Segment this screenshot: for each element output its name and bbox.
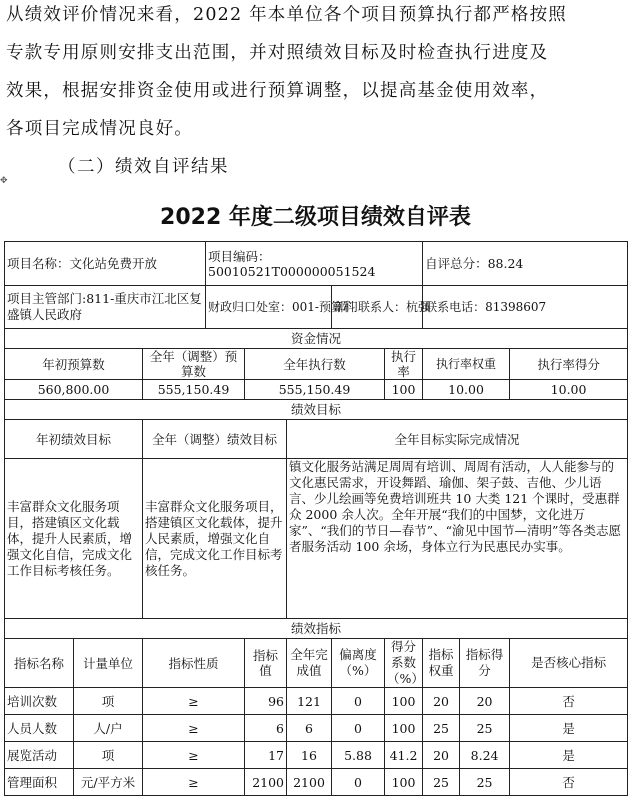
indicator-header: 指标名称 <box>5 639 74 688</box>
project-name: 项目名称：文化站免费开放 <box>5 242 206 286</box>
indicator-cell: 100 <box>385 715 423 742</box>
dept: 项目主管部门:811-重庆市江北区复盛镇人民政府 <box>5 286 206 329</box>
table-row <box>5 619 628 639</box>
table-row <box>5 329 628 349</box>
subheading: （二）绩效自评结果 <box>58 157 229 177</box>
indicator-cell: 人/户 <box>74 715 143 742</box>
indicator-cell: 管理面积 <box>5 769 74 796</box>
goal-adjusted: 丰富群众文化服务项目，搭建镇区文化载体，提升人民素质，增强文化自信，完成文化工作目标考核任务。 <box>143 459 287 619</box>
indicator-cell: 6 <box>245 715 287 742</box>
funds-header: 全年执行数 <box>245 349 385 380</box>
goals-header: 全年（调整）绩效目标 <box>143 420 287 459</box>
table-row <box>5 715 628 742</box>
table-row <box>5 459 628 619</box>
contact-phone: 联系电话：81398607 <box>423 286 628 329</box>
indicator-cell: 100 <box>385 769 423 796</box>
indicator-cell: 25 <box>460 715 510 742</box>
total-score: 自评总分：88.24 <box>423 242 628 286</box>
self-evaluation-table <box>4 241 628 796</box>
indicator-cell: 96 <box>245 688 287 715</box>
indicator-cell: 展览活动 <box>5 742 74 769</box>
indicator-cell: 25 <box>460 769 510 796</box>
indicator-cell: 元/平方米 <box>74 769 143 796</box>
indicator-cell: 否 <box>510 688 628 715</box>
table-row <box>5 380 628 400</box>
goals-header: 年初绩效目标 <box>5 420 143 459</box>
indicator-cell: ≥ <box>143 769 245 796</box>
table-row <box>5 688 628 715</box>
intro-line-3: 效果，根据安排资金使用或进行预算调整，以提高基金使用效率， <box>6 81 549 101</box>
intro-line-4: 各项目完成情况良好。 <box>6 119 193 139</box>
indicator-cell: 是 <box>510 742 628 769</box>
indicator-cell: 项 <box>74 742 143 769</box>
funds-value: 100 <box>385 380 423 400</box>
indicator-header: 指标值 <box>245 639 287 688</box>
funds-value: 555,150.49 <box>245 380 385 400</box>
indicator-cell: 培训次数 <box>5 688 74 715</box>
indicator-cell: 6 <box>287 715 332 742</box>
indicator-cell: 人员人数 <box>5 715 74 742</box>
indicator-cell: ≥ <box>143 742 245 769</box>
table-row <box>5 742 628 769</box>
indicator-cell: 否 <box>510 769 628 796</box>
dept-contact: 部门联系人：杭强 <box>332 286 423 329</box>
goal-actual: 镇文化服务站满足周周有培训、周周有活动，人人能参与的文化惠民需求，开设舞蹈、瑜伽、架子鼓、吉他、少儿语言、少儿绘画等免费培训班共 10 大类 121 个课时，受惠群众 2000 余人次。全年开展“我们的中国梦，文化进万家”、“我们的节日—春节”、“渝见中国节—清明”等各类志愿者服务活动 100 余场，身体立行为民惠民办实事。 <box>287 459 628 619</box>
funds-header: 执行率 <box>385 349 423 380</box>
indicator-header: 是否核心指标 <box>510 639 628 688</box>
table-title: 2022 年度二级项目绩效自评表 <box>160 205 471 230</box>
intro-line-2: 专款专用原则安排支出范围，并对照绩效目标及时检查执行进度及 <box>6 43 549 63</box>
funds-header: 全年（调整）预算数 <box>143 349 245 380</box>
indicator-cell: 17 <box>245 742 287 769</box>
indicator-cell: 100 <box>385 688 423 715</box>
goal-initial: 丰富群众文化服务项目，搭建镇区文化载体，提升人民素质，增强文化自信，完成文化工作目标考核任务。 <box>5 459 143 619</box>
indicator-cell: 16 <box>287 742 332 769</box>
indicator-cell: 0 <box>332 715 385 742</box>
indicator-cell: 0 <box>332 688 385 715</box>
goals-header: 全年目标实际完成情况 <box>287 420 628 459</box>
indicator-cell: 20 <box>460 688 510 715</box>
table-row <box>5 420 628 459</box>
indicator-header: 计量单位 <box>74 639 143 688</box>
table-row <box>5 349 628 380</box>
indicator-cell: ≥ <box>143 688 245 715</box>
indicator-cell: 25 <box>423 769 460 796</box>
indicator-cell: 20 <box>423 742 460 769</box>
indicator-header: 全年完成值 <box>287 639 332 688</box>
funds-header: 年初预算数 <box>5 349 143 380</box>
funds-value: 560,800.00 <box>5 380 143 400</box>
indicator-cell: 项 <box>74 688 143 715</box>
table-row <box>5 400 628 420</box>
indicator-cell: 8.24 <box>460 742 510 769</box>
indicator-cell: 5.88 <box>332 742 385 769</box>
table-row <box>5 286 628 329</box>
indicator-cell: 0 <box>332 769 385 796</box>
funds-header: 执行率权重 <box>423 349 510 380</box>
table-row <box>5 639 628 688</box>
finance-office: 财政归口处室：001-预算科 <box>206 286 332 329</box>
indicator-cell: ≥ <box>143 715 245 742</box>
indicator-header: 指标性质 <box>143 639 245 688</box>
funds-value: 10.00 <box>510 380 628 400</box>
indicator-cell: 41.2 <box>385 742 423 769</box>
indicators-heading: 绩效指标 <box>5 619 628 639</box>
indicator-header: 得分系数（%） <box>385 639 423 688</box>
funds-heading: 资金情况 <box>5 329 628 349</box>
indicator-cell: 20 <box>423 688 460 715</box>
funds-value: 10.00 <box>423 380 510 400</box>
indicator-cell: 25 <box>423 715 460 742</box>
project-code: 项目编码：50010521T000000051524 <box>206 242 423 286</box>
self-evaluation-table-wrapper <box>4 241 627 800</box>
table-row <box>5 769 628 796</box>
indicator-cell: 121 <box>287 688 332 715</box>
anchor-marker-icon: ✥ <box>0 176 8 186</box>
indicator-cell: 是 <box>510 715 628 742</box>
funds-value: 555,150.49 <box>143 380 245 400</box>
funds-header: 执行率得分 <box>510 349 628 380</box>
indicator-cell: 2100 <box>287 769 332 796</box>
indicator-cell: 2100 <box>245 769 287 796</box>
goals-heading: 绩效目标 <box>5 400 628 420</box>
intro-line-1: 从绩效评价情况来看，2022 年本单位各个项目预算执行都严格按照 <box>6 5 567 25</box>
indicator-header: 偏离度（%） <box>332 639 385 688</box>
table-row <box>5 242 628 286</box>
indicator-header: 指标得分 <box>460 639 510 688</box>
indicator-header: 指标权重 <box>423 639 460 688</box>
